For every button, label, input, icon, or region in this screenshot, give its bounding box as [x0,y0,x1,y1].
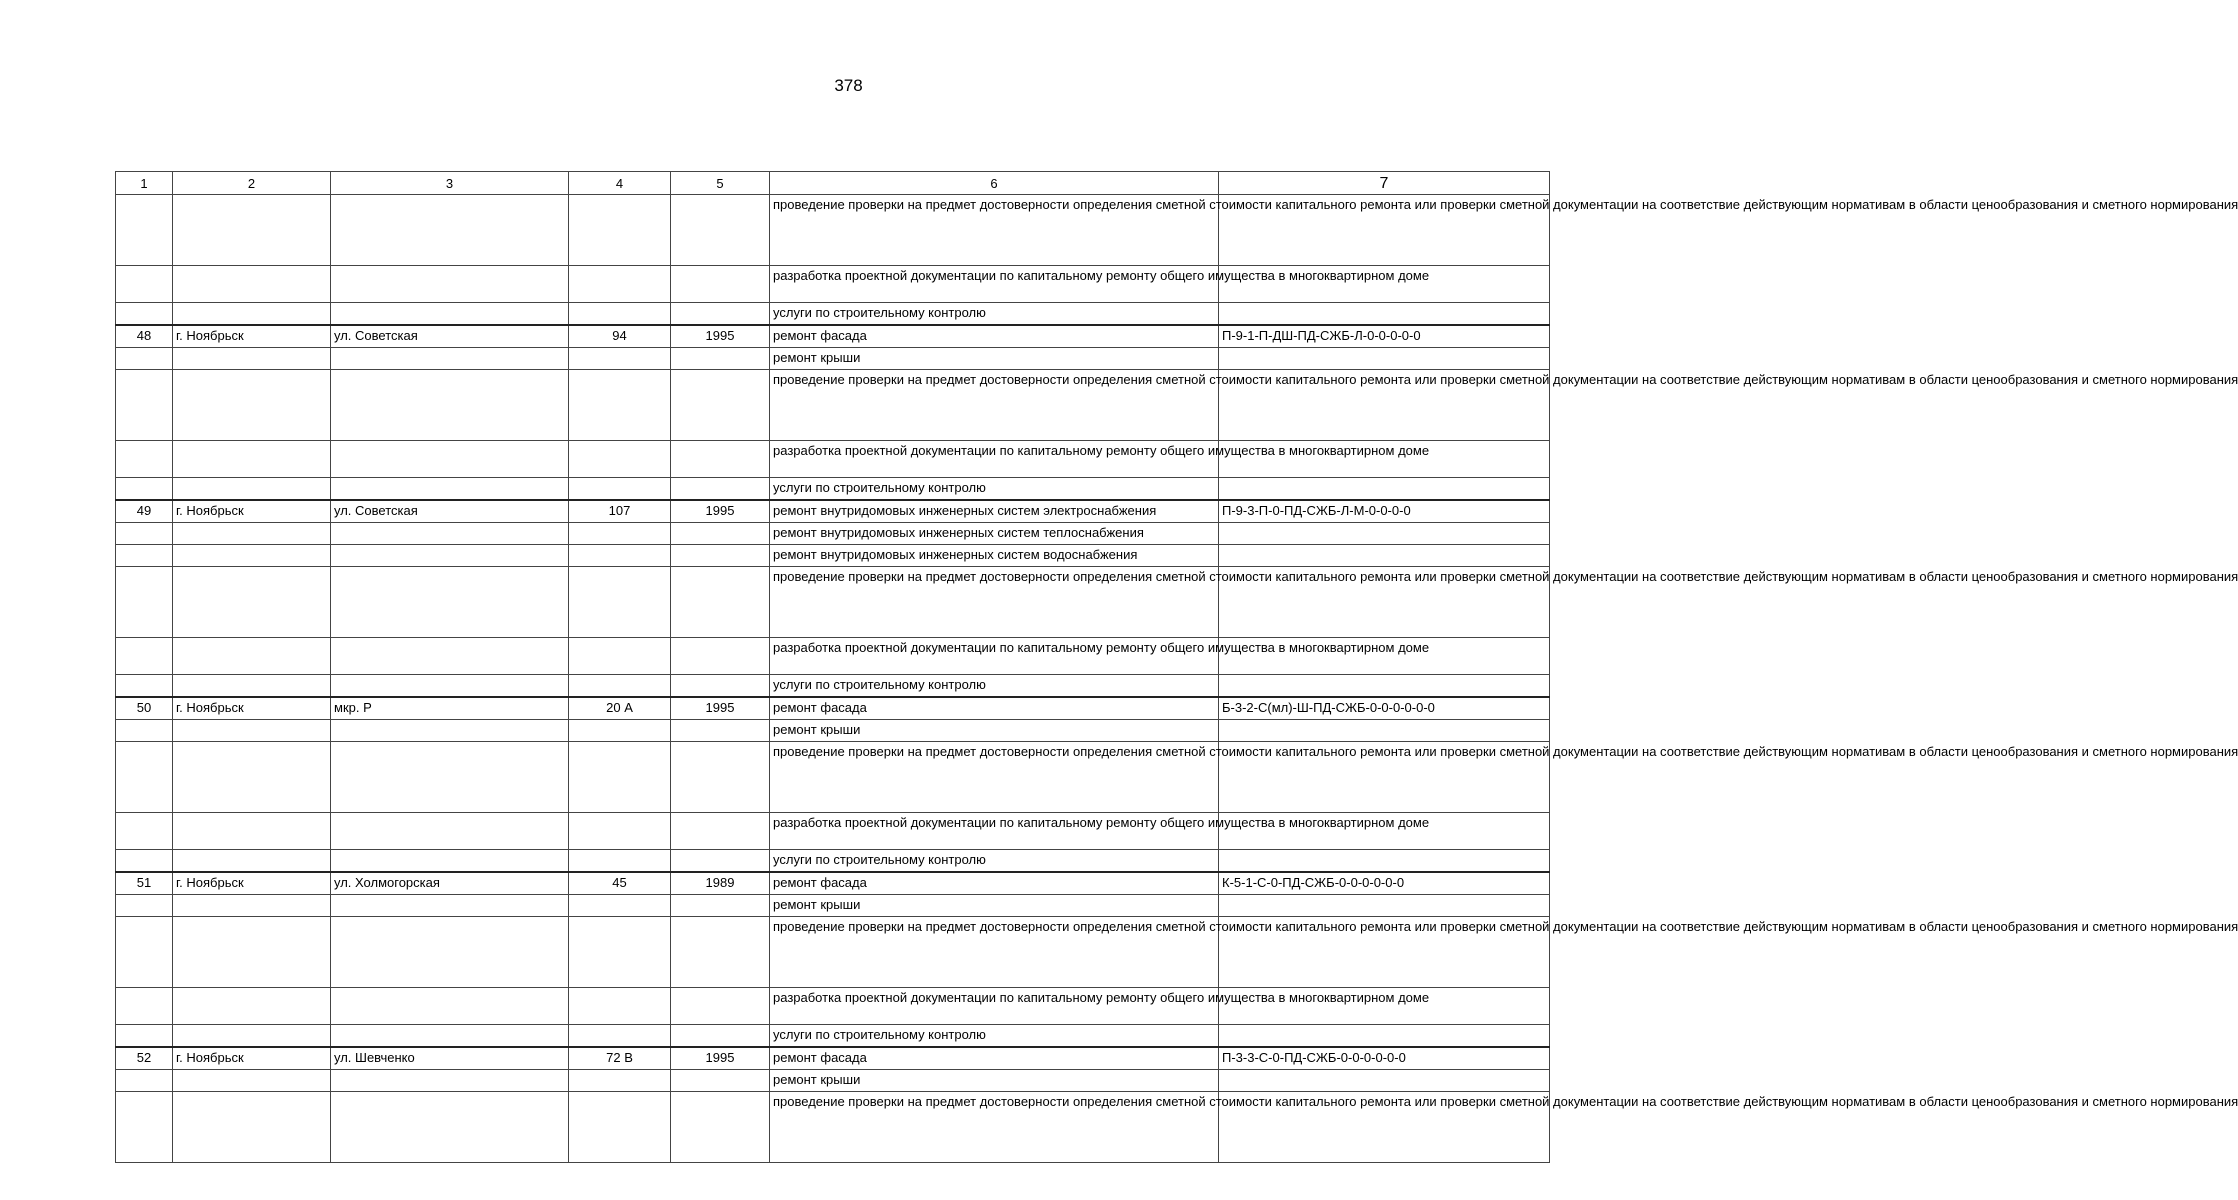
cell-year [671,675,770,698]
cell-city [173,545,331,567]
cell-work-type: ремонт внутридомовых инженерных систем теплоснабжения [770,523,1219,545]
cell-building-code [1219,895,1550,917]
table-row [116,1047,1550,1070]
cell-work-type: ремонт внутридомовых инженерных систем водоснабжения [770,545,1219,567]
cell-street [331,720,569,742]
cell-street: ул. Шевченко [331,1047,569,1070]
cell-work-type: ремонт крыши [770,1070,1219,1092]
table-row [116,195,1550,266]
cell-house [569,348,671,370]
cell-work-type: услуги по строительному контролю [770,850,1219,873]
cell-street [331,1025,569,1048]
table-row [116,917,1550,988]
cell-number [116,988,173,1025]
cell-street: ул. Холмогорская [331,872,569,895]
cell-house [569,850,671,873]
cell-street [331,675,569,698]
cell-work-type: проведение проверки на предмет достоверности определения сметной стоимости капитального ремонта или проверки сметной документации на соответствие действующим нормативам в области ценообразования и сметного нормирования [770,567,1219,638]
table-row [116,500,1550,523]
cell-house [569,917,671,988]
cell-work-type: проведение проверки на предмет достоверности определения сметной стоимости капитального ремонта или проверки сметной документации на соответствие действующим нормативам в области ценообразования и сметного нормирования [770,917,1219,988]
cell-building-code [1219,478,1550,501]
cell-number [116,195,173,266]
cell-city [173,675,331,698]
table-row [116,813,1550,850]
cell-house [569,266,671,303]
cell-year [671,478,770,501]
cell-number: 51 [116,872,173,895]
table-row [116,872,1550,895]
cell-number: 49 [116,500,173,523]
cell-work-type: проведение проверки на предмет достоверности определения сметной стоимости капитального ремонта или проверки сметной документации на соответствие действующим нормативам в области ценообразования и сметного нормирования [770,1092,1219,1163]
cell-number [116,567,173,638]
cell-year [671,813,770,850]
cell-building-code [1219,303,1550,326]
cell-year: 1995 [671,500,770,523]
cell-number [116,523,173,545]
cell-house [569,895,671,917]
cell-street [331,266,569,303]
cell-city [173,478,331,501]
table-row [116,742,1550,813]
column-header-5: 5 [671,172,770,195]
cell-building-code: П-3-3-С-0-ПД-СЖБ-0-0-0-0-0-0 [1219,1047,1550,1070]
cell-city [173,895,331,917]
cell-city: г. Ноябрьск [173,697,331,720]
cell-work-type: разработка проектной документации по капитальному ремонту общего имущества в многоквартирном доме [770,638,1219,675]
cell-year [671,1092,770,1163]
cell-work-type: ремонт крыши [770,720,1219,742]
cell-work-type: разработка проектной документации по капитальному ремонту общего имущества в многоквартирном доме [770,266,1219,303]
cell-house [569,988,671,1025]
cell-number [116,545,173,567]
cell-city: г. Ноябрьск [173,325,331,348]
table-row [116,638,1550,675]
table-row [116,720,1550,742]
cell-house: 107 [569,500,671,523]
cell-year [671,638,770,675]
column-header-3: 3 [331,172,569,195]
cell-building-code [1219,523,1550,545]
cell-year [671,266,770,303]
cell-year [671,348,770,370]
cell-building-code [1219,675,1550,698]
cell-number [116,742,173,813]
cell-street [331,195,569,266]
cell-house [569,1025,671,1048]
cell-work-type: ремонт крыши [770,348,1219,370]
cell-number [116,266,173,303]
table-row [116,675,1550,698]
cell-city [173,441,331,478]
table-row [116,697,1550,720]
cell-city [173,988,331,1025]
cell-year [671,917,770,988]
cell-house [569,1070,671,1092]
cell-house [569,742,671,813]
cell-number: 50 [116,697,173,720]
cell-work-type: ремонт крыши [770,895,1219,917]
table-row [116,266,1550,303]
cell-street [331,1092,569,1163]
cell-number [116,813,173,850]
cell-year [671,988,770,1025]
cell-street [331,478,569,501]
cell-city [173,195,331,266]
table-row [116,850,1550,873]
cell-street [331,850,569,873]
page-number: 378 [834,76,863,95]
cell-year: 1989 [671,872,770,895]
cell-year: 1995 [671,325,770,348]
cell-street [331,567,569,638]
cell-work-type: разработка проектной документации по капитальному ремонту общего имущества в многоквартирном доме [770,813,1219,850]
cell-year: 1995 [671,1047,770,1070]
cell-city: г. Ноябрьск [173,1047,331,1070]
cell-city [173,1070,331,1092]
cell-street [331,638,569,675]
cell-house [569,675,671,698]
cell-city [173,720,331,742]
cell-work-type: разработка проектной документации по капитальному ремонту общего имущества в многоквартирном доме [770,988,1219,1025]
cell-city [173,370,331,441]
cell-work-type: проведение проверки на предмет достоверности определения сметной стоимости капитального ремонта или проверки сметной документации на соответствие действующим нормативам в области ценообразования и сметного нормирования [770,195,1219,266]
cell-street [331,1070,569,1092]
cell-building-code: П-9-3-П-0-ПД-СЖБ-Л-М-0-0-0-0 [1219,500,1550,523]
cell-work-type: разработка проектной документации по капитальному ремонту общего имущества в многоквартирном доме [770,441,1219,478]
cell-building-code: Б-3-2-С(мл)-Ш-ПД-СЖБ-0-0-0-0-0-0 [1219,697,1550,720]
table-row [116,303,1550,326]
cell-number [116,370,173,441]
table-row [116,1070,1550,1092]
cell-house [569,813,671,850]
column-header-4: 4 [569,172,671,195]
cell-work-type: проведение проверки на предмет достоверности определения сметной стоимости капитального ремонта или проверки сметной документации на соответствие действующим нормативам в области ценообразования и сметного нормирования [770,370,1219,441]
table-row [116,988,1550,1025]
table-row [116,567,1550,638]
cell-city [173,1025,331,1048]
cell-city [173,850,331,873]
cell-street [331,742,569,813]
cell-year [671,370,770,441]
cell-street: ул. Советская [331,500,569,523]
cell-city [173,567,331,638]
cell-street [331,545,569,567]
cell-street [331,370,569,441]
cell-building-code: П-9-1-П-ДШ-ПД-СЖБ-Л-0-0-0-0-0 [1219,325,1550,348]
cell-year [671,441,770,478]
table-row [116,1092,1550,1163]
column-header-6: 6 [770,172,1219,195]
cell-number [116,895,173,917]
cell-street [331,917,569,988]
cell-city [173,813,331,850]
cell-building-code [1219,720,1550,742]
cell-street: мкр. Р [331,697,569,720]
cell-number [116,303,173,326]
column-header-1: 1 [116,172,173,195]
cell-work-type: ремонт внутридомовых инженерных систем электроснабжения [770,500,1219,523]
cell-house: 72 В [569,1047,671,1070]
cell-building-code [1219,348,1550,370]
cell-number [116,638,173,675]
cell-city: г. Ноябрьск [173,500,331,523]
cell-city [173,303,331,326]
cell-house [569,478,671,501]
cell-year [671,1025,770,1048]
cell-work-type: ремонт фасада [770,325,1219,348]
cell-house [569,720,671,742]
cell-number [116,478,173,501]
cell-house [569,545,671,567]
cell-number [116,675,173,698]
cell-year [671,1070,770,1092]
cell-year [671,545,770,567]
cell-city [173,742,331,813]
cell-street [331,348,569,370]
cell-number [116,1070,173,1092]
cell-work-type: ремонт фасада [770,697,1219,720]
cell-house [569,638,671,675]
cell-number: 48 [116,325,173,348]
cell-street [331,988,569,1025]
capital-repair-table [115,171,2238,1163]
table-row [116,895,1550,917]
table-row [116,545,1550,567]
cell-street [331,303,569,326]
table-row [116,1025,1550,1048]
cell-house [569,567,671,638]
cell-city: г. Ноябрьск [173,872,331,895]
cell-year [671,195,770,266]
cell-year [671,850,770,873]
cell-work-type: услуги по строительному контролю [770,303,1219,326]
cell-street [331,523,569,545]
cell-number [116,720,173,742]
cell-number [116,1025,173,1048]
cell-year [671,567,770,638]
cell-number [116,348,173,370]
cell-street [331,441,569,478]
cell-street: ул. Советская [331,325,569,348]
table-row [116,523,1550,545]
cell-city [173,266,331,303]
cell-work-type: услуги по строительному контролю [770,1025,1219,1048]
cell-city [173,348,331,370]
cell-number: 52 [116,1047,173,1070]
column-header-7: 7 [1219,172,1550,195]
cell-house: 45 [569,872,671,895]
cell-building-code: К-5-1-С-0-ПД-СЖБ-0-0-0-0-0-0 [1219,872,1550,895]
cell-street [331,895,569,917]
cell-city [173,523,331,545]
cell-building-code [1219,545,1550,567]
cell-work-type: ремонт фасада [770,1047,1219,1070]
cell-house: 94 [569,325,671,348]
cell-house [569,441,671,478]
cell-house: 20 А [569,697,671,720]
cell-year [671,523,770,545]
cell-street [331,813,569,850]
cell-work-type: услуги по строительному контролю [770,675,1219,698]
cell-house [569,523,671,545]
cell-house [569,1092,671,1163]
column-header-2: 2 [173,172,331,195]
cell-building-code [1219,850,1550,873]
cell-building-code [1219,1070,1550,1092]
cell-number [116,850,173,873]
cell-house [569,370,671,441]
table-row [116,478,1550,501]
cell-year [671,742,770,813]
cell-city [173,1092,331,1163]
cell-work-type: проведение проверки на предмет достоверности определения сметной стоимости капитального ремонта или проверки сметной документации на соответствие действующим нормативам в области ценообразования и сметного нормирования [770,742,1219,813]
table-body [116,195,2238,1163]
cell-work-type: ремонт фасада [770,872,1219,895]
cell-city [173,917,331,988]
cell-house [569,195,671,266]
cell-year [671,303,770,326]
table-row [116,370,1550,441]
cell-number [116,441,173,478]
cell-year [671,895,770,917]
cell-year: 1995 [671,697,770,720]
table-row [116,325,1550,348]
cell-building-code [1219,1025,1550,1048]
cell-work-type: услуги по строительному контролю [770,478,1219,501]
cell-house [569,303,671,326]
cell-number [116,1092,173,1163]
cell-number [116,917,173,988]
table-row [116,441,1550,478]
cell-city [173,638,331,675]
table-row [116,348,1550,370]
column-number-header-row [116,172,1550,195]
cell-year [671,720,770,742]
